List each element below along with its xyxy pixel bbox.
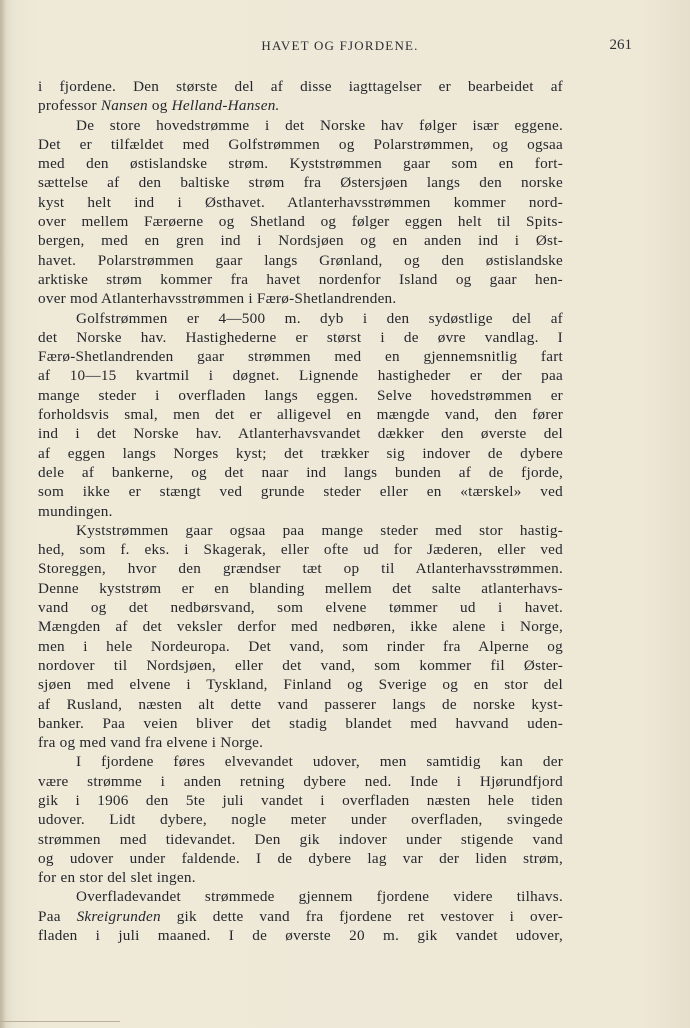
page-gutter-shadow bbox=[0, 0, 6, 1028]
text-line bbox=[38, 521, 563, 540]
text-run: mange steder i overfladen langs eggen. Selve hovedstrømmen er bbox=[38, 386, 563, 404]
text-line bbox=[38, 366, 563, 385]
text-run: Paa bbox=[38, 907, 77, 925]
text-run: havet. Polarstrømmen gaar langs Grønland, og den østislandske bbox=[38, 251, 563, 269]
body-text bbox=[38, 77, 563, 945]
text-line bbox=[38, 849, 563, 868]
text-run: sjøen med elvene i Tyskland, Finland og Sverige og en stor del bbox=[38, 676, 563, 694]
text-line bbox=[38, 251, 563, 270]
text-run: De store hovedstrømme i det Norske hav følger især eggene. bbox=[76, 116, 563, 134]
text-line bbox=[38, 116, 563, 135]
text-run: af eggen langs Norges kyst; det trækker sig indover de dybere bbox=[38, 444, 563, 462]
text-line bbox=[38, 386, 563, 405]
text-line bbox=[38, 173, 563, 192]
text-run: mundingen. bbox=[38, 502, 113, 520]
text-run: Mængden af det veksler derfor med nedbøren, ikke alene i Norge, bbox=[38, 618, 563, 636]
text-run: Storeggen, hvor den grændser tæt op til Atlanterhavsstrømmen. bbox=[38, 560, 563, 578]
text-run: det Norske hav. Hastighederne er størst i de øvre vandlag. I bbox=[38, 328, 563, 346]
text-line bbox=[38, 270, 563, 289]
text-run: Færø-Shetlandrenden gaar strømmen med en gjennemsnitlig fart bbox=[38, 348, 563, 366]
text-run: vand og det nedbørsvand, som elvene tømmer ud i havet. bbox=[38, 599, 563, 617]
text-line bbox=[38, 559, 563, 578]
text-run: hed, som f. eks. i Skagerak, eller ofte ud for Jæderen, eller ved bbox=[38, 541, 563, 559]
text-line bbox=[38, 289, 563, 308]
text-run: Golfstrømmen er 4—500 m. dyb i den sydøstlige del af bbox=[76, 309, 563, 327]
text-line bbox=[38, 347, 563, 366]
text-run: Det er tilfældet med Golfstrømmen og Polarstrømmen, og ogsaa bbox=[38, 135, 563, 153]
italic-name: Nansen bbox=[100, 97, 148, 115]
text-run: og bbox=[147, 97, 172, 115]
text-line bbox=[38, 309, 563, 328]
text-line bbox=[38, 887, 563, 906]
text-line bbox=[38, 579, 563, 598]
text-run: men i hele Nordeuropa. Det vand, som rinder fra Alperne og bbox=[38, 637, 563, 655]
text-line bbox=[38, 907, 563, 926]
text-run: I fjordene føres elvevandet udover, men samtidig kan der bbox=[76, 753, 563, 771]
text-run: Kyststrømmen gaar ogsaa paa mange steder med stor hastig- bbox=[76, 521, 563, 539]
text-line bbox=[38, 810, 563, 829]
text-run: arktiske strøm kommer fra havet nordenfor Island og gaar hen- bbox=[38, 270, 563, 288]
text-run: professor bbox=[38, 97, 101, 115]
text-run: gik dette vand fra fjordene ret vestover i over- bbox=[160, 907, 564, 925]
text-run: strømmen med tidevandet. Den gik indover under stigende vand bbox=[38, 830, 563, 848]
text-run: Overfladevandet strømmede gjennem fjordene videre tilhavs. bbox=[76, 888, 563, 906]
text-line bbox=[38, 212, 563, 231]
text-line bbox=[38, 830, 563, 849]
text-line bbox=[38, 96, 563, 115]
text-run: over mellem Færøerne og Shetland og følger eggen helt til Spits- bbox=[38, 213, 563, 231]
text-line bbox=[38, 868, 563, 887]
text-line bbox=[38, 502, 563, 521]
text-run: fladen i juli maaned. I de øverste 20 m. gik vandet udover, bbox=[38, 927, 563, 945]
italic-name: Skreigrunden bbox=[76, 907, 161, 925]
text-run: og udover under faldende. I de dybere lag var der liden strøm, bbox=[38, 849, 563, 867]
text-run: med den østislandske strøm. Kyststrømmen gaar som en fort- bbox=[38, 155, 563, 173]
page-number: 261 bbox=[609, 37, 632, 53]
text-line bbox=[38, 695, 563, 714]
text-line bbox=[38, 540, 563, 559]
text-line bbox=[38, 637, 563, 656]
text-run: dele af bankerne, og det naar ind langs bunden af de fjorde, bbox=[38, 463, 563, 481]
text-run: af 10—15 kvartmil i døgnet. Lignende hastigheder er der paa bbox=[38, 367, 563, 385]
text-line bbox=[38, 77, 563, 96]
italic-name: Helland-Hansen. bbox=[171, 97, 280, 115]
text-line bbox=[38, 714, 563, 733]
text-run: af Rusland, næsten alt dette vand passerer langs de norske kyst- bbox=[38, 695, 563, 713]
text-run: være strømme i anden retning dybere ned. Inde i Hjørundfjord bbox=[38, 772, 563, 790]
text-line bbox=[38, 656, 563, 675]
text-line bbox=[38, 444, 563, 463]
text-run: gik i 1906 den 5te juli vandet i overfladen næsten hele tiden bbox=[38, 791, 563, 809]
text-run: sættelse af den baltiske strøm fra Østersjøen langs den norske bbox=[38, 174, 563, 192]
text-run: forholdsvis smal, men det er alligevel en mængde vand, den fører bbox=[38, 406, 563, 424]
text-run: Denne kyststrøm er en blanding mellem det salte atlanterhavs- bbox=[38, 579, 563, 597]
page-header bbox=[38, 38, 642, 58]
text-line bbox=[38, 154, 563, 173]
text-line bbox=[38, 231, 563, 250]
text-line bbox=[38, 424, 563, 443]
text-run: ind i det Norske hav. Atlanterhavsvandet dækker den øverste del bbox=[38, 425, 563, 443]
text-run: bergen, med en gren ind i Nordsjøen og en anden ind i Øst- bbox=[38, 232, 563, 250]
text-line bbox=[38, 328, 563, 347]
text-line bbox=[38, 772, 563, 791]
text-run: over mod Atlanterhavsstrømmen i Færø-Shetlandrenden. bbox=[38, 290, 397, 308]
text-line bbox=[38, 675, 563, 694]
text-run: i fjordene. Den største del af disse iagttagelser er bearbeidet af bbox=[38, 78, 563, 95]
text-line bbox=[38, 791, 563, 810]
text-line bbox=[38, 463, 563, 482]
text-line bbox=[38, 733, 563, 752]
text-line bbox=[38, 482, 563, 501]
text-run: som ikke er stængt ved grunde steder eller en «tærskel» ved bbox=[38, 483, 563, 501]
text-line bbox=[38, 193, 563, 212]
text-run: kyst helt ind i Østhavet. Atlanterhavsstrømmen kommer nord- bbox=[38, 193, 563, 211]
bottom-rule bbox=[0, 1021, 120, 1022]
running-title: HAVET OG FJORDENE. bbox=[261, 38, 419, 53]
text-line bbox=[38, 598, 563, 617]
text-line bbox=[38, 752, 563, 771]
text-line bbox=[38, 617, 563, 636]
text-run: udover. Lidt dybere, nogle meter under overfladen, svingede bbox=[38, 811, 563, 829]
text-line bbox=[38, 926, 563, 945]
text-line bbox=[38, 135, 563, 154]
text-run: for en stor del slet ingen. bbox=[38, 869, 196, 887]
text-line bbox=[38, 405, 563, 424]
text-run: nordover til Nordsjøen, eller det vand, som kommer fil Øster- bbox=[38, 656, 563, 674]
text-run: banker. Paa veien bliver det stadig blandet med havvand uden- bbox=[38, 714, 563, 732]
text-run: fra og med vand fra elvene i Norge. bbox=[38, 734, 264, 752]
